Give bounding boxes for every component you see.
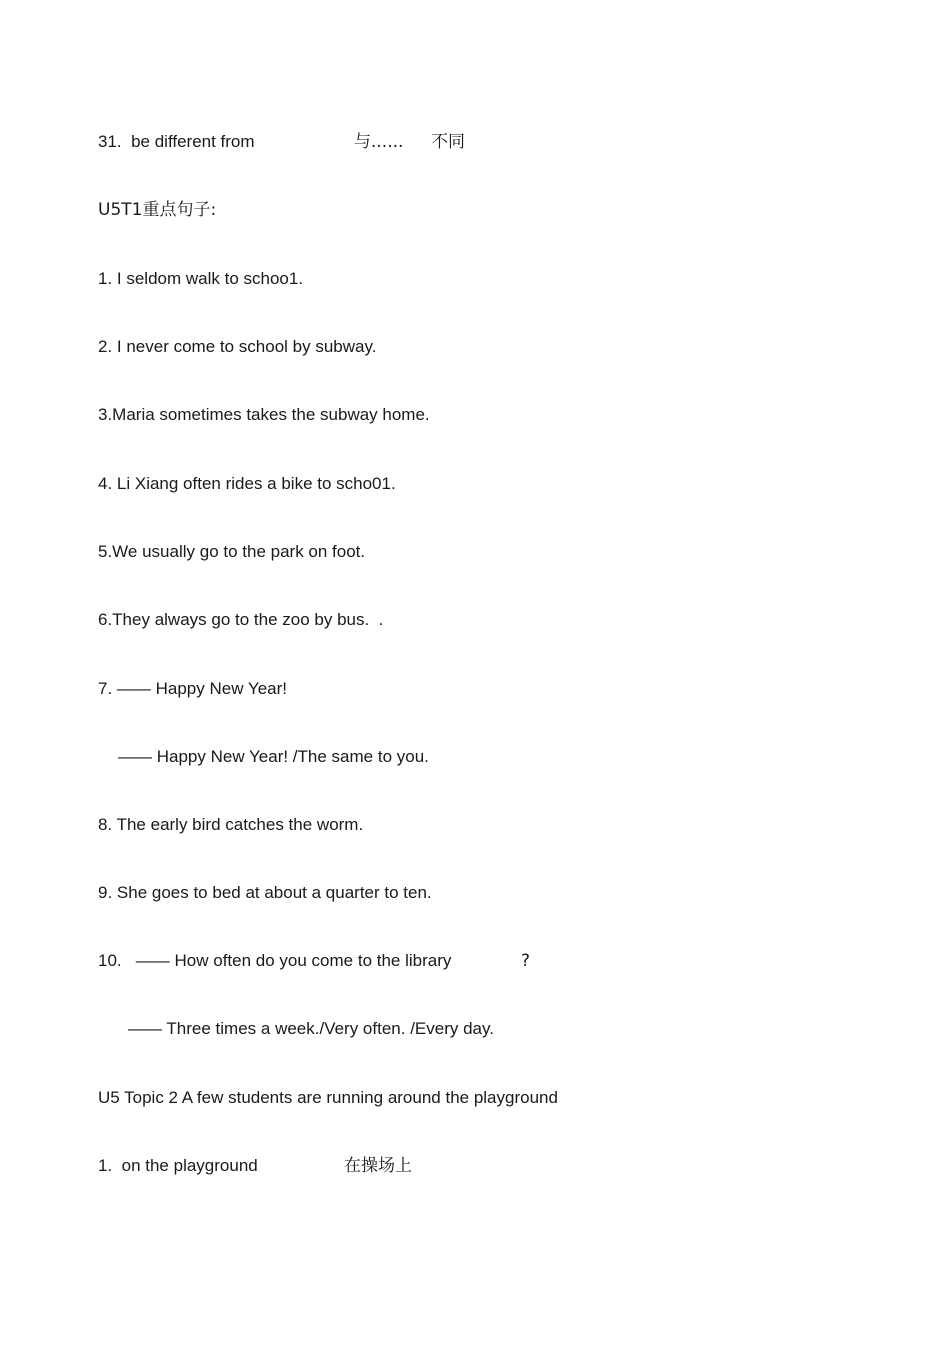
sentence-10-answer: —— Three times a week./Very often. /Every day.	[128, 1019, 494, 1038]
vocab-31-chinese-1: 与......	[354, 132, 404, 152]
vocab-31-chinese-2: 不同	[431, 132, 465, 152]
vocab-1-english: 1. on the playground	[98, 1156, 258, 1175]
sentence-10-question-mark: ?	[521, 951, 531, 971]
sentence-3: 3.Maria sometimes takes the subway home.	[98, 405, 430, 424]
sentence-5: 5.We usually go to the park on foot.	[98, 542, 366, 561]
vocab-31-english: 31. be different from	[98, 132, 255, 151]
vocab-1-chinese: 在操场上	[344, 1156, 412, 1176]
sentence-6: 6.They always go to the zoo by bus. .	[98, 610, 384, 629]
sentence-10-question: 10. —— How often do you come to the library	[98, 951, 452, 970]
sentence-4: 4. Li Xiang often rides a bike to scho01.	[98, 474, 396, 493]
sentence-7-question: 7. —— Happy New Year!	[98, 679, 287, 698]
sentence-9: 9. She goes to bed at about a quarter to ten.	[98, 883, 432, 902]
sentence-7-answer: —— Happy New Year! /The same to you.	[118, 747, 429, 766]
sentence-1: 1. I seldom walk to schoo1.	[98, 269, 304, 288]
sentence-8: 8. The early bird catches the worm.	[98, 815, 364, 834]
topic-heading: U5 Topic 2 A few students are running around the playground	[98, 1088, 558, 1107]
sentence-2: 2. I never come to school by subway.	[98, 337, 377, 356]
section-heading: U5T1重点句子:	[98, 200, 217, 220]
